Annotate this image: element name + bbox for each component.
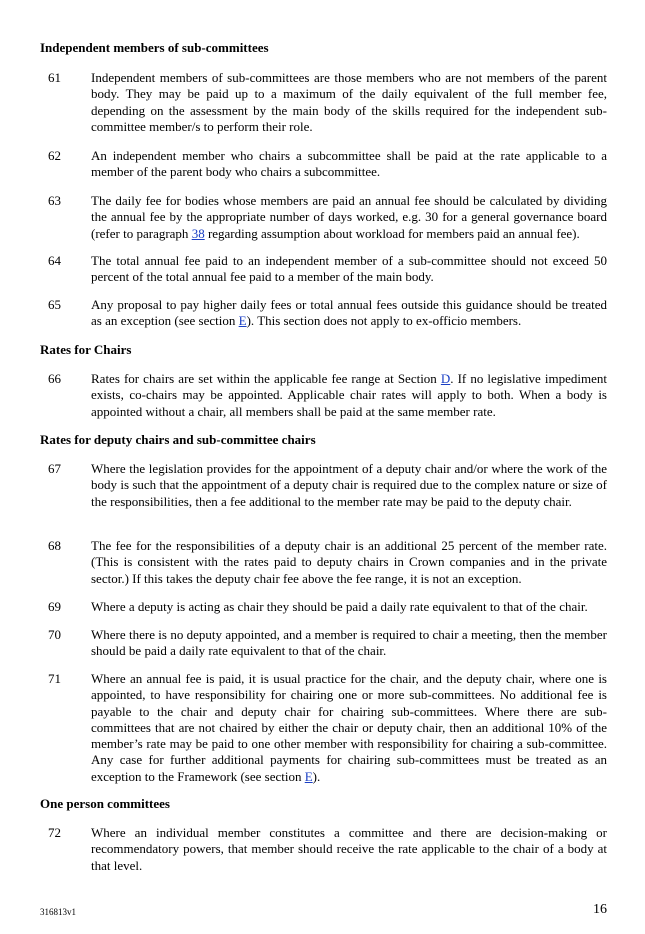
section-heading-rates-for-chairs: Rates for Chairs	[40, 342, 132, 357]
paragraph-text: The fee for the responsibilities of a deputy chair is an additional 25 percent of the member rate. (This is consistent with the rates paid to deputy chairs in Crown companies and in the private sector.) If this takes the deputy chair fee above the fee range, it is not an exception.	[91, 538, 607, 586]
section-heading-independent-members: Independent members of sub-committees	[40, 40, 269, 55]
paragraph-text: Independent members of sub-committees are those members who are not members of the parent body. They may be paid up to a maximum of the daily equivalent of the full member fee, depending on the assessment by the main body of the skills required for the independent sub-committee member/s to perform their role.	[91, 70, 607, 134]
paragraph-67	[40, 461, 607, 510]
paragraph-63	[40, 193, 607, 242]
paragraph-62	[40, 148, 607, 181]
paragraph-number: 70	[48, 627, 61, 642]
text-segment: . If no legislative impediment exists, co-chairs may be appointed. Applicable chair rates will apply to both. When a body is appointed without a chair, all members shall be paid at the same member rate.	[91, 371, 608, 419]
paragraph-text	[91, 371, 607, 420]
paragraph-number: 69	[48, 599, 61, 614]
section-d-link[interactable]: D	[440, 371, 451, 386]
paragraph-text: An independent member who chairs a subcommittee shall be paid at the rate applicable to a member of the parent body who chairs a subcommittee.	[91, 148, 607, 180]
paragraph-text: The total annual fee paid to an independent member of a sub-committee should not exceed 50 percent of the total annual fee paid to a member of the main body.	[91, 253, 607, 285]
text-segment: ). This section does not apply to ex-officio members.	[246, 313, 522, 329]
text-segment: The daily fee for bodies whose members are paid an annual fee should be calculated by dividing the annual fee by the appropriate number of days worked, e.g. 30 for a general governance board (refer to paragraph	[91, 193, 607, 241]
paragraph-text	[91, 671, 607, 785]
paragraph-61	[40, 70, 607, 135]
section-heading-one-person-committees: One person committees	[40, 796, 170, 811]
text-segment: Where an annual fee is paid, it is usual practice for the chair, and the deputy chair, where one is appointed, to have responsibility for chairing one or more sub-committees. No additional fee is payable to the chair and deputy chair for chairing sub-committees. Where there are sub-committees that are not chaired by either the chair or deputy chair, then an additional 10% of the member’s rate may be paid to one other member with responsibility for chairing a sub-committee. Any case for further additional payments for chairing sub-committees must be treated as an exception to the Framework (see section	[91, 671, 607, 784]
paragraph-text: Where the legislation provides for the appointment of a deputy chair and/or where the work of the body is such that the appointment of a deputy chair is required due to the complex nature or size of the responsibilities, then a fee additional to the member rate may be paid to the deputy chair.	[91, 461, 607, 509]
paragraph-number: 67	[48, 461, 61, 476]
paragraph-text	[91, 297, 607, 330]
paragraph-number: 71	[48, 671, 61, 686]
section-e-link[interactable]: E	[304, 768, 313, 784]
section-heading-deputy-chairs: Rates for deputy chairs and sub-committee chairs	[40, 432, 316, 447]
text-segment: Any proposal to pay higher daily fees or total annual fees outside this guidance should be treated as an exception (see section	[91, 297, 607, 329]
paragraph-text: Where there is no deputy appointed, and a member is required to chair a meeting, then the member should be paid a daily rate equivalent to that of the chair.	[91, 627, 607, 659]
paragraph-number: 65	[48, 297, 61, 312]
page-number: 16	[593, 902, 607, 917]
text-segment: Rates for chairs are set within the applicable fee range at Section	[91, 371, 441, 386]
paragraph-65	[40, 297, 607, 330]
document-id: 316813v1	[40, 907, 76, 917]
paragraph-68	[40, 538, 607, 587]
paragraph-66	[40, 371, 607, 420]
paragraph-number: 68	[48, 538, 61, 553]
paragraph-number: 62	[48, 148, 61, 163]
paragraph-text: Where an individual member constitutes a committee and there are decision-making or recommendatory powers, that member should receive the rate applicable to the chair of a body at that level.	[91, 825, 607, 873]
paragraph-69	[40, 599, 607, 615]
paragraph-number: 61	[48, 70, 61, 85]
paragraph-72	[40, 825, 607, 874]
paragraph-number: 72	[48, 825, 61, 840]
paragraph-38-link[interactable]: 38	[191, 225, 205, 241]
section-e-link[interactable]: E	[238, 313, 247, 329]
text-segment: regarding assumption about workload for members paid an annual fee).	[204, 225, 580, 241]
paragraph-64	[40, 253, 607, 286]
paragraph-number: 66	[48, 371, 61, 386]
paragraph-71	[40, 671, 607, 785]
paragraph-number: 64	[48, 253, 61, 268]
paragraph-70	[40, 627, 607, 660]
text-segment: ).	[312, 768, 321, 784]
paragraph-number: 63	[48, 193, 61, 208]
paragraph-text	[91, 193, 607, 242]
paragraph-text: Where a deputy is acting as chair they should be paid a daily rate equivalent to that of the chair.	[91, 599, 588, 614]
